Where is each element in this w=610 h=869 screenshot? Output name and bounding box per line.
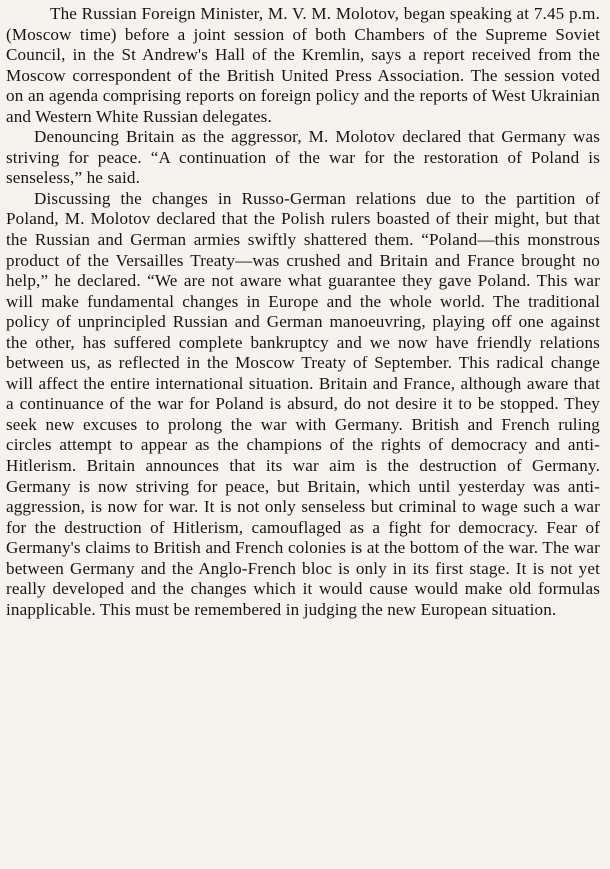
paragraph-britain-aggressor: Denouncing Britain as the aggressor, M. Molotov declared that Germany was striving for peace. “A continuation of the war for the restoration of Poland is senseless,” he said. xyxy=(6,127,600,188)
paragraph-session-report: The Russian Foreign Minister, M. V. M. Molotov, began speaking at 7.45 p.m. (Moscow time) before a joint session of both Chambers of the Supreme Soviet Council, in the St Andrew's Hall of the Kremlin, says a report received from the Moscow correspondent of the British United Press Association. The session voted on an agenda comprising reports on foreign policy and the reports of West Ukrainian and Western White Russian delegates. xyxy=(6,4,600,126)
paragraph-russo-german-relations: Discussing the changes in Russo-German relations due to the partition of Poland, M. Molotov declared that the Polish rulers boasted of their might, but that the Russian and German armies swiftly shattered them. “Poland—this monstrous product of the Versailles Treaty—was crushed and Britain and France brought no help,” he declared. “We are not aware what guarantee they gave Poland. This war will make fundamental changes in Europe and the whole world. The traditional policy of unprincipled Russian and German manoeuvring, playing off one against the other, has suffered complete bankruptcy and we now have friendly relations between us, as reflected in the Moscow Treaty of September. This radical change will affect the entire international situation. Britain and France, although aware that a continuance of the war for Poland is absurd, do not desire it to be stopped. They seek new excuses to prolong the war with Germany. British and French ruling circles attempt to appear as the champions of the rights of democracy and anti-Hitlerism. Britain announces that its war aim is the destruction of Germany. Germany is now striving for peace, but Britain, which until yesterday was anti-aggression, is now for war. It is not only senseless but criminal to wage such a war for the destruction of Hitlerism, camouflaged as a fight for democracy. Fear of Germany's claims to British and French colonies is at the bottom of the war. The war between Germany and the Anglo-French bloc is only in its first stage. It is not yet really developed and the changes which it would cause would make old formulas inapplicable. This must be remembered in judging the new European situation. xyxy=(6,188,600,619)
